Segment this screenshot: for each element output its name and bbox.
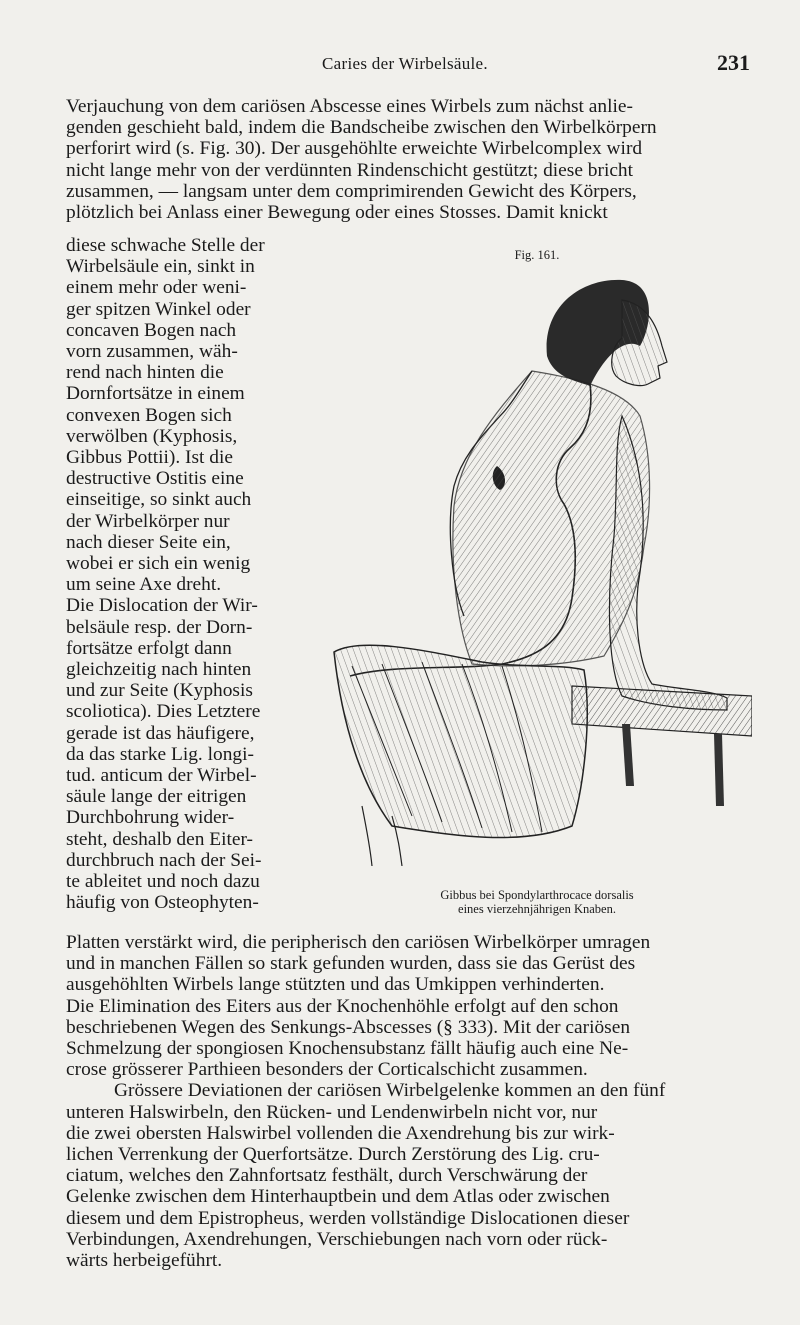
- text-line: vorn zusammen, wäh-: [66, 341, 238, 363]
- text-line: Schmelzung der spongiosen Knochensubstanz fällt häufig auch eine Ne-: [66, 1038, 629, 1060]
- text-line: und zur Seite (Kyphosis: [66, 680, 253, 702]
- page-number: 231: [717, 50, 750, 75]
- text-line: häufig von Osteophyten-: [66, 892, 259, 914]
- text-line: der Wirbelkörper nur: [66, 510, 230, 532]
- text-line: Dornfortsätze in einem: [66, 383, 245, 405]
- text-line: steht, deshalb den Eiter-: [66, 828, 253, 850]
- text-line: Verjauchung von dem cariösen Abscesse eines Wirbels zum nächst anlie-: [66, 96, 633, 117]
- text-line: durchbruch nach der Sei-: [66, 849, 262, 871]
- text-line: te ableitet und noch dazu: [66, 871, 260, 893]
- text-line: wobei er sich ein wenig: [66, 553, 251, 575]
- paragraph-left-column: [66, 235, 298, 914]
- text-line: convexen Bogen sich: [66, 404, 232, 426]
- text-line: wärts herbeigeführt.: [66, 1250, 223, 1272]
- text-line: diese schwache Stelle der: [66, 235, 265, 256]
- text-line: beschriebenen Wegen des Senkungs-Abscesses (§ 333). Mit der cariösen: [66, 1016, 631, 1038]
- caption-line: eines vierzehnjährigen Knaben.: [458, 902, 616, 916]
- text-line: destructive Ostitis eine: [66, 468, 244, 490]
- paragraph-bottom: [66, 932, 752, 1271]
- paragraph-top: [66, 96, 752, 223]
- text-line: Gelenke zwischen dem Hinterhauptbein und dem Atlas oder zwischen: [66, 1186, 610, 1208]
- text-line: da das starke Lig. longi-: [66, 743, 254, 765]
- text-line: nicht lange mehr von der verdünnten Rindenschicht gestützt; diese bricht: [66, 159, 634, 181]
- running-head: Caries der Wirbelsäule.: [322, 54, 488, 73]
- text-line: ger spitzen Winkel oder: [66, 298, 251, 320]
- figure-161: [322, 248, 752, 924]
- figure-label: Fig. 161.: [514, 248, 560, 262]
- text-line: Durchbohrung wider-: [66, 807, 235, 829]
- text-line: säule lange der eitrigen: [66, 786, 247, 808]
- text-line: fortsätze erfolgt dann: [66, 637, 232, 659]
- text-line: ciatum, welches den Zahnfortsatz festhält, durch Verschwärung der: [66, 1165, 588, 1187]
- text-line: um seine Axe dreht.: [66, 574, 222, 596]
- text-line: die zwei obersten Halswirbel vollenden die Axendrehung bis zur wirk-: [66, 1122, 615, 1144]
- drapery: [334, 645, 587, 837]
- text-line: perforirt wird (s. Fig. 30). Der ausgehöhlte erweichte Wirbelcomplex wird: [66, 138, 643, 160]
- text-line: rend nach hinten die: [66, 362, 224, 384]
- text-line: nach dieser Seite ein,: [66, 531, 231, 553]
- caption-line: Gibbus bei Spondylarthrocace dorsalis: [440, 888, 634, 902]
- text-line: verwölben (Kyphosis,: [66, 425, 238, 447]
- text-line: gleichzeitig nach hinten: [66, 659, 252, 681]
- text-line: concaven Bogen nach: [66, 319, 237, 341]
- text-line: belsäule resp. der Dorn-: [66, 616, 253, 638]
- page-header: [60, 52, 750, 80]
- figure-caption: [322, 888, 752, 916]
- text-line: zusammen, — langsam unter dem comprimirenden Gewicht des Körpers,: [66, 180, 637, 202]
- text-line: scoliotica). Dies Letztere: [66, 701, 261, 723]
- text-line: gerade ist das häufigere,: [66, 722, 255, 744]
- text-line: einseitige, so sinkt auch: [66, 489, 252, 511]
- text-line: Wirbelsäule ein, sinkt in: [66, 256, 255, 278]
- arm: [609, 416, 727, 710]
- text-line: plötzlich bei Anlass einer Bewegung oder eines Stosses. Damit knickt: [66, 202, 608, 224]
- text-line: Grössere Deviationen der cariösen Wirbelgelenke kommen an den fünf: [114, 1080, 666, 1102]
- boy-kyphosis-illustration: [322, 266, 752, 866]
- text-line: und in manchen Fällen so stark gefunden wurden, dass sie das Gerüst des: [66, 953, 636, 975]
- text-line: einem mehr oder weni-: [66, 277, 247, 299]
- table: [572, 686, 752, 736]
- text-line: diesem und dem Epistropheus, werden vollständige Dislocationen dieser: [66, 1207, 630, 1229]
- text-line: Platten verstärkt wird, die peripherisch den cariösen Wirbelkörper umragen: [66, 932, 651, 953]
- text-line: lichen Verrenkung der Querfortsätze. Durch Zerstörung des Lig. cru-: [66, 1144, 600, 1166]
- text-line: genden geschieht bald, indem die Bandscheibe zwischen den Wirbelkörpern: [66, 117, 657, 139]
- text-line: ausgehöhlten Wirbels lange stützten und das Umkippen verhinderten.: [66, 974, 605, 996]
- text-line: crose grösserer Parthieen besonders der Corticalschicht zusammen.: [66, 1059, 588, 1081]
- text-line: tud. anticum der Wirbel-: [66, 765, 257, 787]
- text-line: Die Dislocation der Wir-: [66, 595, 258, 617]
- text-line: Die Elimination des Eiters aus der Knochenhöhle erfolgt auf den schon: [66, 995, 619, 1017]
- text-line: unteren Halswirbeln, den Rücken- und Lendenwirbeln nicht vor, nur: [66, 1101, 598, 1123]
- text-line: Verbindungen, Axendrehungen, Verschiebungen nach vorn oder rück-: [66, 1228, 608, 1250]
- text-line: Gibbus Pottii). Ist die: [66, 447, 233, 469]
